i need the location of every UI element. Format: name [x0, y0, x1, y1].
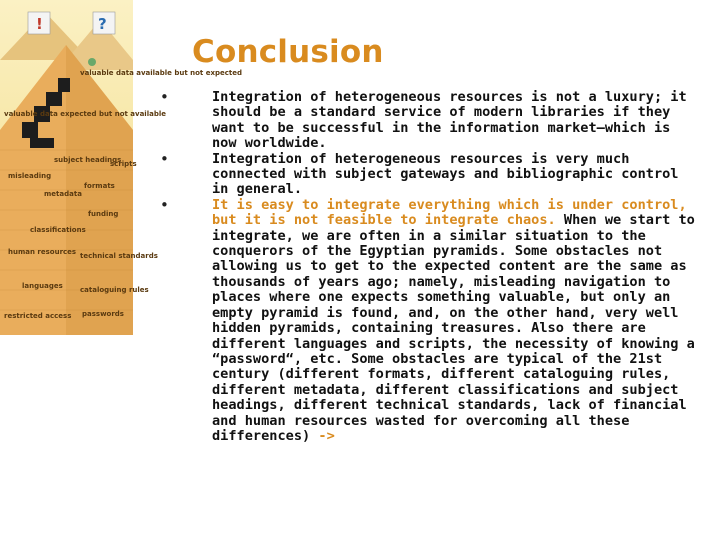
bullet-item — [160, 149, 720, 198]
label-classifications: classifications — [30, 226, 86, 234]
flag-right-mark: ? — [98, 15, 107, 33]
bullet-3-text: When we start to integrate, we are often in a similar situation to the conquerors of the Egyptian pyramids. Some obstacles not allowing us to get to the expected content are the same as thousands of years ago; namely, misleading navigation to places where one expects something valuable, but only an empty pyramid is found, and, on the other hand, very well hidden pyramids, containing treasures. Also there are different languages and scripts, the necessity of knowing a “password“, etc. Some obstacles are typical of the 21st century (different formats, different cataloguing rules, different metadata, different classifications and subject headings, different technical standards, lack of financial and human resources wasted for overcoming all these differences) — [212, 212, 695, 444]
label-formats: formats — [84, 182, 115, 190]
bullet-3-highlight: It is easy to integrate everything which is under control, but it is not feasible to integrate chaos. — [212, 196, 687, 229]
bullet-1-text: Integration of heterogeneous resources is not a luxury; it should be a standard service of modern libraries if they want to be successful in the information market—which is now worldwide. — [212, 89, 687, 152]
label-funding: funding — [88, 210, 119, 218]
bullet-2-text: Integration of heterogeneous resources is very much connected with subject gateways and bibliographic control in general. — [212, 150, 679, 198]
bullet-list — [160, 90, 720, 444]
bullet-marker: • — [160, 88, 169, 106]
bullet-text — [212, 90, 702, 152]
top-marker — [88, 58, 96, 66]
bullet-text — [212, 152, 702, 198]
pyramid-illustration — [0, 0, 242, 335]
label-cataloguing-rules: cataloguing rules — [80, 286, 149, 294]
next-arrow[interactable]: -> — [318, 427, 335, 444]
label-restricted-access: restricted access — [4, 312, 72, 320]
pyramid-drawing — [0, 0, 242, 335]
label-metadata: metadata — [44, 190, 82, 198]
label-human-resources: human resources — [8, 248, 77, 256]
bullet-text — [212, 198, 702, 445]
label-passwords: passwords — [82, 310, 124, 318]
bullet-marker: • — [160, 195, 169, 214]
slide-title: Conclusion — [192, 34, 384, 70]
label-misleading: misleading — [8, 172, 52, 180]
flag-left-mark: ! — [36, 15, 43, 33]
label-top-note: valuable data available but not expected — [80, 69, 242, 77]
label-languages: languages — [22, 282, 63, 290]
bullet-marker: • — [160, 149, 169, 168]
label-technical-standards: technical standards — [80, 252, 158, 260]
label-scripts: scripts — [110, 160, 137, 168]
label-subject-headings: subject headings — [54, 156, 122, 164]
bullet-item — [160, 90, 720, 152]
label-side-note: valuable data expected but not available — [4, 110, 166, 118]
tunnel-entrance — [30, 138, 54, 148]
bullet-item — [160, 195, 720, 445]
